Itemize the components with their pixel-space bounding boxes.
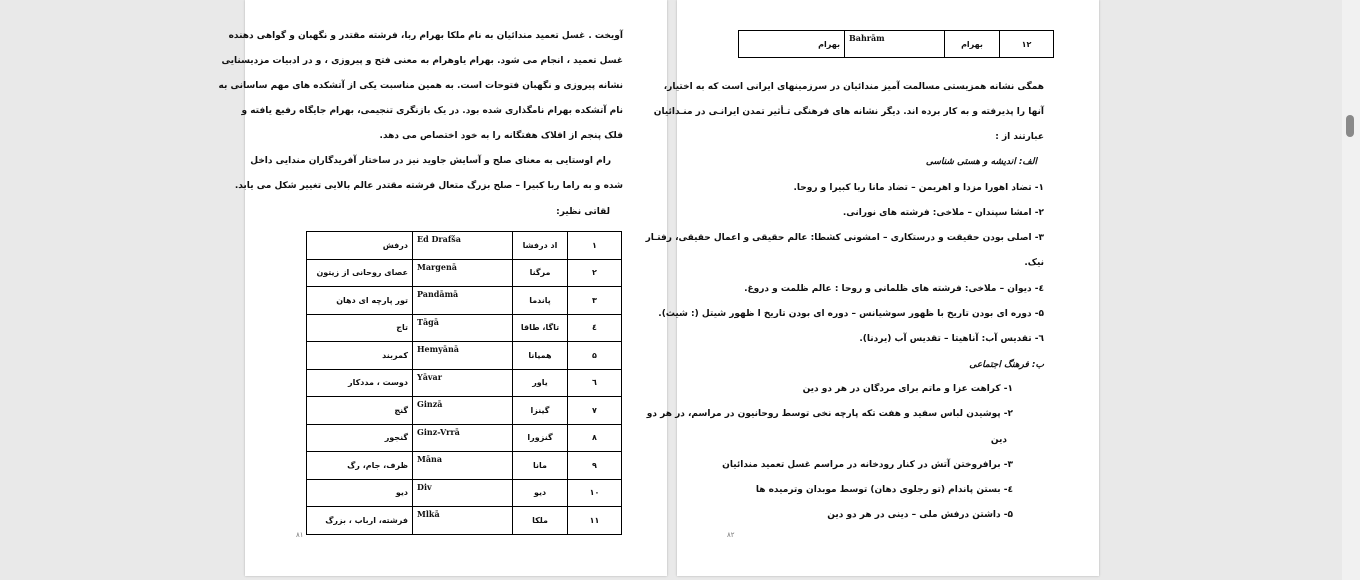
table-row [307,479,622,507]
section-a-item: ٦- تقدیس آب: آناهیتا – تقدیس آب (یردنا). [859,334,1044,344]
glossary-table [306,231,622,535]
table-row [307,259,622,287]
cell-mandaic-word: یاور [513,369,568,397]
cell-meaning: تاج [307,314,413,342]
table-row [307,452,622,480]
section-b-title: ب: فرهنگ اجتماعی [969,360,1044,370]
table-row [307,424,622,452]
scrollbar-thumb[interactable] [1346,115,1354,137]
section-a-item: ۲- امشا سپندان – ملاخی: فرشته های نورانی. [842,208,1044,218]
section-a-item: ۳- اصلی بودن حقیقت و درستکاری – امشونی کشطا: عالم حقیقی و اعمال حقیقی، رفتـار [645,233,1044,243]
cell-mandaic-word: مانا [513,452,568,480]
table-row [307,287,622,315]
intro-line: همگی نشانه همزیستی مسالمت آمیز مندائیان در سرزمینهای ایرانی است که به اختیار، [663,82,1044,92]
cell-mandaic-word: اد درفشا [513,232,568,260]
cell-number: ۷ [568,397,622,425]
cell-transliteration: Pandāmā [413,287,513,315]
paragraph-line: فلک پنجم از افلاک هفتگانه را به خود اختصاص می دهد. [379,131,623,141]
table-row [307,342,622,370]
glossary-table-continued [738,30,1054,58]
section-b-item: ۱- کراهت عزا و ماتم برای مردگان در هر دو دین [802,384,1013,394]
cell-transliteration: Margenā [413,259,513,287]
cell-mandaic-word: تاگا، طاقا [513,314,568,342]
table-row [739,31,1054,58]
cell-transliteration: Hemyānā [413,342,513,370]
section-a-title: الف: اندیشه و هستی شناسی [925,157,1037,167]
cell-transliteration: Div [413,479,513,507]
paragraph-line: نشانه پیروزی و نگهبان فتوحات است. به همین مناسبت یکی از آتشکده های مهم ساسانی به [218,81,623,91]
cell-meaning: گنج [307,397,413,425]
section-b-item: ۲- پوشیدن لباس سفید و هفت تکه پارچه نخی توسط روحانیون در مراسم، در هر دو [646,409,1013,419]
cell-mandaic-word: گینزا [513,397,568,425]
cell-number: ۹ [568,452,622,480]
cell-number: ۳ [568,287,622,315]
cell-meaning: فرشته، ارباب ، بزرگ [307,507,413,535]
cell-mandaic-word: مرگنا [513,259,568,287]
cell-mandaic-word: همیانا [513,342,568,370]
cell-mandaic-word: دیو [513,479,568,507]
cell-transliteration: Yāvar [413,369,513,397]
cell-transliteration: Mlkā [413,507,513,535]
paragraph-line: غسل تعمید ، انجام می شود. بهرام یاوهرام به معنی فتح و پیروزی ، و در ادبیات مزدیسنایی [221,56,623,66]
cell-mandaic-word: گنزورا [513,424,568,452]
section-b-item: ۵- داشتن درفش ملی – دینی در هر دو دین [827,510,1013,520]
cell-mandaic-word: ملکا [513,507,568,535]
cell-meaning: بهرام [739,31,845,58]
cell-transliteration: Bahrām [845,31,945,58]
page-number: ۸۲ [727,531,735,539]
cell-meaning: دوست ، مددکار [307,369,413,397]
page-82 [645,0,1099,576]
section-b-item: دین [990,435,1007,445]
cell-number: ۱۱ [568,507,622,535]
cell-number: ۱۰ [568,479,622,507]
table-row [307,232,622,260]
cell-mandaic-word: بهرام [945,31,1000,58]
intro-line: عبارتند از : [995,132,1044,142]
cell-transliteration: Ginz-Vrrā [413,424,513,452]
paragraph-line: آویخت . غسل تعمید مندائیان به نام ملکا بهرام ربا، فرشته مقتدر و نگهبان و گواهی دهنده [228,31,623,41]
cell-meaning: کمربند [307,342,413,370]
section-b-item: ٤- بستن پاندام (تو رجلوی دهان) توسط موبدان وترمیده ها [755,485,1013,495]
cell-transliteration: Māna [413,452,513,480]
cell-transliteration: Tāgā [413,314,513,342]
section-b-item: ۳- برافروختن آتش در کنار رودخانه در مراسم غسل تعمید مندائیان [722,460,1013,470]
cell-number: ۵ [568,342,622,370]
paragraph-line: رام اوستایی به معنای صلح و آسایش جاوید نیز در ساختار آفریدگاران مندایی داخل [250,156,611,166]
table-heading: لقاتی نظیر: [556,207,610,217]
page-81 [218,0,667,576]
cell-meaning: گنجور [307,424,413,452]
cell-meaning: عصای روحانی از زیتون [307,259,413,287]
cell-meaning: دیو [307,479,413,507]
paragraph-line: نام آتشکده بهرام نامگذاری شده بود. در یک بازنگری تنجیمی، بهرام جایگاه رفیع یافته و [241,106,623,116]
cell-number: ۲ [568,259,622,287]
section-a-item: ٤- دیوان – ملاخی: فرشته های ظلمانی و روحا : عالم ظلمت و دروغ. [744,284,1044,294]
cell-meaning: ظرف، جام، رگ [307,452,413,480]
section-a-item: ۵- دوره ای بودن تاریخ با ظهور سوشیانس – دوره ای بودن تاریخ ا ظهور شیتل (: شیث). [658,309,1044,319]
table-row [307,314,622,342]
cell-number: ٤ [568,314,622,342]
section-a-item: نیک. [1024,258,1044,268]
vertical-scrollbar[interactable] [1342,0,1360,580]
cell-transliteration: Ed Drafša [413,232,513,260]
section-a-item: ۱- تضاد اهورا مزدا و اهریمن – تضاد مانا ربا کبیرا و روحا. [793,183,1044,193]
cell-mandaic-word: پاندما [513,287,568,315]
cell-number: ۱۲ [1000,31,1054,58]
cell-number: ۱ [568,232,622,260]
intro-line: آنها را پذیرفته و به کار برده اند. دیگر نشانه های فرهنگی تـأثیر تمدن ایرانـی در منـدائیان [653,107,1044,117]
table-row [307,397,622,425]
cell-number: ۸ [568,424,622,452]
table-row [307,369,622,397]
cell-number: ٦ [568,369,622,397]
page-number: ۸۱ [296,531,304,539]
cell-transliteration: Ginzā [413,397,513,425]
paragraph-line: شده و به راما ربا کبیرا – صلح بزرگ متعال فرشته مقتدر عالم بالایی تغییر شکل می یابد. [234,181,623,191]
table-row [307,507,622,535]
cell-meaning: تور پارچه ای دهان [307,287,413,315]
cell-meaning: درفش [307,232,413,260]
